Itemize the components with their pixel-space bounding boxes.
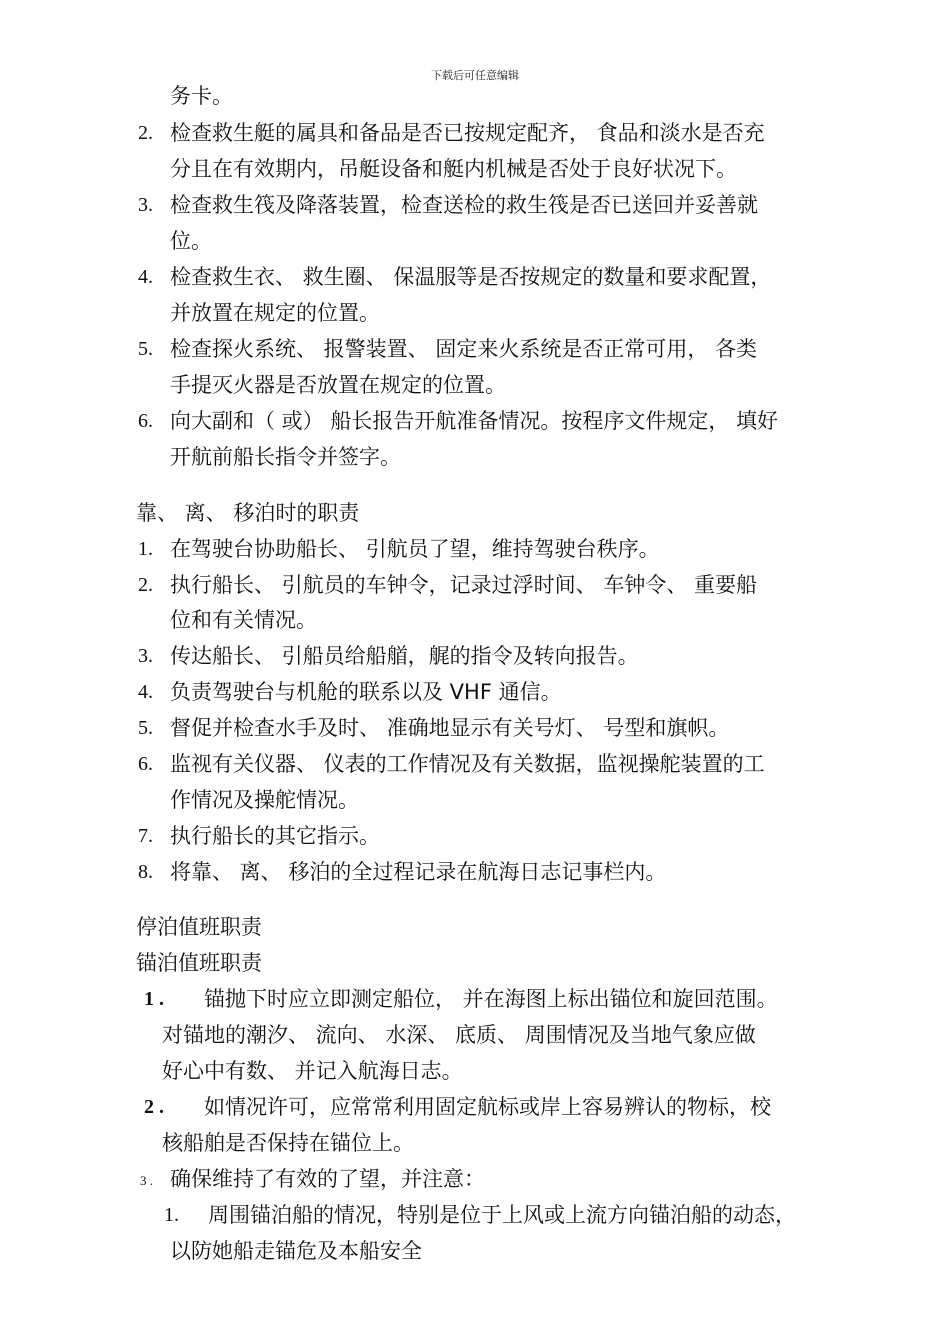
item-number: 3.	[138, 645, 153, 667]
item-number: 4.	[138, 266, 153, 288]
section-title: 停泊值班职责	[136, 915, 262, 939]
item-text: 分且在有效期内，吊艇设备和艇内机械是否处于良好状况下。	[170, 157, 737, 181]
item-number: 2.	[138, 574, 153, 596]
item-number: 2.	[138, 122, 153, 144]
item-text: 位。	[170, 229, 212, 253]
item-text: 检查救生衣、 救生圈、 保温服等是否按规定的数量和要求配置，	[170, 265, 772, 289]
item-text: 负责驾驶台与机舱的联系以及 VHF 通信。	[170, 680, 562, 704]
item-text: 位和有关情况。	[170, 608, 317, 632]
subitem-text: 以防她船走锚危及本船安全	[170, 1239, 422, 1263]
section-title: 锚泊值班职责	[136, 951, 262, 975]
item-text: 督促并检查水手及时、 准确地显示有关号灯、 号型和旗帜。	[170, 716, 730, 740]
subitem-text: 周围锚泊船的情况，特别是位于上风或上流方向锚泊船的动态，	[208, 1203, 796, 1227]
item-text: 传达船长、 引船员给船艏，艉的指令及转向报告。	[170, 644, 639, 668]
item-number: 7.	[138, 825, 153, 847]
item-text: 检查探火系统、 报警装置、 固定来火系统是否正常可用， 各类	[170, 337, 758, 361]
item-number: 6.	[138, 753, 153, 775]
item-text: 执行船长、 引航员的车钟令，记录过浮时间、 车钟令、 重要船	[170, 573, 758, 597]
section-title: 靠、 离、 移泊时的职责	[136, 501, 360, 525]
item-text: 执行船长的其它指示。	[170, 824, 380, 848]
item-text: 确保维持了有效的了望，并注意：	[170, 1167, 485, 1191]
continuation-text: 务卡。	[170, 84, 233, 108]
item-number: 1 .	[144, 988, 164, 1010]
item-text: 锚抛下时应立即测定船位， 并在海图上标出锚位和旋回范围。	[204, 987, 778, 1011]
item-number: 1.	[138, 538, 153, 560]
item-text: 开航前船长指令并签字。	[170, 445, 401, 469]
item-text: 将靠、 离、 移泊的全过程记录在航海日志记事栏内。	[170, 860, 667, 884]
item-number: 2 .	[144, 1096, 164, 1118]
item-text: 向大副和（ 或） 船长报告开航准备情况。按程序文件规定， 填好	[170, 409, 779, 433]
item-text: 对锚地的潮汐、 流向、 水深、 底质、 周围情况及当地气象应做	[162, 1023, 756, 1047]
page-header: 下载后可任意编辑	[431, 69, 519, 82]
item-text: 如情况许可，应常常利用固定航标或岸上容易辨认的物标，校	[204, 1095, 771, 1119]
item-text: 作情况及操舵情况。	[170, 788, 359, 812]
item-text: 并放置在规定的位置。	[170, 301, 380, 325]
item-number: 5.	[138, 717, 153, 739]
item-number: 4.	[138, 681, 153, 703]
item-number: 6.	[138, 410, 153, 432]
item-text: 在驾驶台协助船长、 引航员了望，维持驾驶台秩序。	[170, 537, 660, 561]
item-text: 核船舶是否保持在锚位上。	[162, 1131, 414, 1155]
item-text: 好心中有数、 并记入航海日志。	[162, 1059, 463, 1083]
item-number: 5.	[138, 338, 153, 360]
item-number: 8.	[138, 861, 153, 883]
item-number: 3.	[138, 194, 153, 216]
item-number: 3 .	[140, 1173, 153, 1188]
item-text: 手提灭火器是否放置在规定的位置。	[170, 373, 506, 397]
item-text: 检查救生筏及降落装置，检查送检的救生筏是否已送回并妥善就	[170, 193, 758, 217]
item-text: 监视有关仪器、 仪表的工作情况及有关数据，监视操舵装置的工	[170, 752, 765, 776]
subitem-number: 1.	[164, 1204, 179, 1226]
item-text: 检查救生艇的属具和备品是否已按规定配齐， 食品和淡水是否充	[170, 121, 765, 145]
